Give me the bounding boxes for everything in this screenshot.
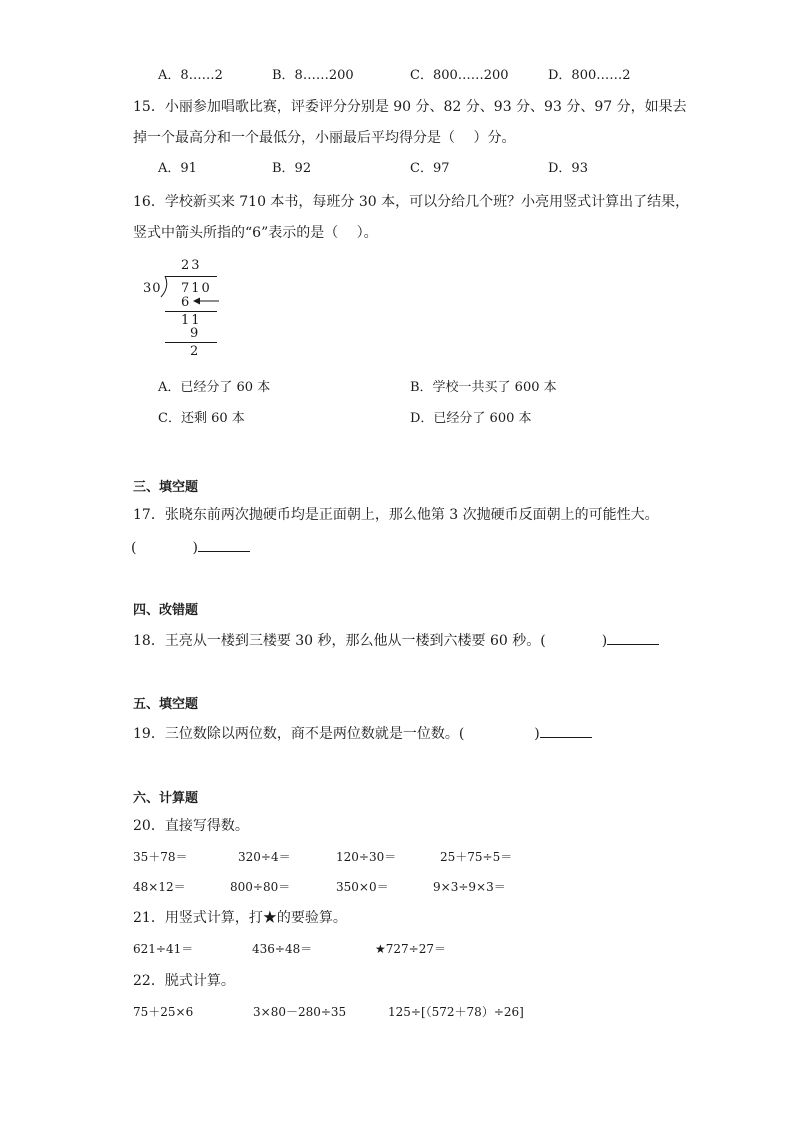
q16-text-line2: 竖式中箭头所指的“6”表示的是（ ）。 — [133, 225, 378, 241]
q21-item: 436÷48＝ — [252, 942, 313, 956]
q15-text-line2: 掉一个最高分和一个最低分，小丽最后平均得分是（ ）分。 — [133, 130, 516, 146]
q16-option-b[interactable]: B．学校一共买了 600 本 — [410, 380, 557, 395]
q22-title: 22．脱式计算。 — [133, 973, 235, 989]
section-heading-6: 六、计算题 — [133, 791, 199, 806]
q22-item: 75＋25×6 — [133, 1005, 194, 1019]
q18-text: 18．王亮从一楼到三楼要 30 秒，那么他从一楼到六楼要 60 秒。( ) — [133, 633, 608, 649]
division-dividend: 710 — [181, 281, 212, 296]
q18-answer-blank[interactable] — [607, 630, 659, 645]
q15-option-a[interactable]: A．91 — [158, 161, 197, 176]
q20-item: 9×3÷9×3＝ — [433, 880, 506, 894]
q17-parentheses: ( ) — [131, 540, 198, 556]
q15-option-c[interactable]: C．97 — [410, 161, 450, 176]
division-remainder: 2 — [190, 344, 199, 359]
section-heading-4: 四、改错题 — [133, 603, 199, 618]
q20-item: 25＋75÷5＝ — [440, 850, 513, 864]
q20-item: 350×0＝ — [336, 880, 389, 894]
section-heading-5: 五、填空题 — [133, 697, 199, 712]
arrow-left-icon — [192, 295, 220, 307]
division-divisor: 30 — [143, 281, 162, 296]
q21-item: 621÷41＝ — [133, 942, 194, 956]
division-quotient: 23 — [181, 258, 202, 273]
division-line-2 — [165, 342, 217, 343]
division-bar — [165, 276, 217, 277]
q20-item: 120÷30＝ — [336, 850, 397, 864]
q14-option-b[interactable]: B．8……200 — [272, 68, 354, 83]
division-line-1 — [165, 311, 217, 312]
q17-answer-blank[interactable] — [198, 537, 250, 552]
q18-line — [133, 630, 659, 651]
q20-item: 800÷80＝ — [230, 880, 291, 894]
section-heading-3: 三、填空题 — [133, 480, 199, 495]
q16-option-d[interactable]: D．已经分了 600 本 — [410, 411, 532, 426]
q20-item: 48×12＝ — [133, 880, 186, 894]
q16-text-line1: 16．学校新买来 710 本书，每班分 30 本，可以分给几个班？小亮用竖式计算出了结果， — [133, 194, 690, 210]
q15-option-d[interactable]: D．93 — [548, 161, 588, 176]
q14-option-d[interactable]: D．800……2 — [548, 68, 631, 83]
q20-item: 35＋78＝ — [133, 850, 188, 864]
q22-item: 3×80－280÷35 — [253, 1005, 347, 1019]
q15-option-b[interactable]: B．92 — [272, 161, 312, 176]
q14-option-a[interactable]: A．8……2 — [158, 68, 223, 83]
q20-item: 320÷4＝ — [238, 850, 291, 864]
q20-title: 20．直接写得数。 — [133, 818, 249, 834]
division-step-11: 11 — [181, 313, 202, 328]
q19-line — [133, 723, 592, 744]
q16-option-a[interactable]: A．已经分了 60 本 — [158, 380, 271, 395]
q19-answer-blank[interactable] — [540, 723, 592, 738]
q17-text: 17．张晓东前两次抛硬币均是正面朝上，那么他第 3 次抛硬币反面朝上的可能性大。 — [133, 507, 659, 523]
q19-text: 19．三位数除以两位数，商不是两位数就是一位数。( ) — [133, 726, 540, 742]
q21-item-starred: ★727÷27＝ — [375, 942, 446, 956]
q16-option-c[interactable]: C．还剩 60 本 — [158, 411, 245, 426]
q14-option-c[interactable]: C．800……200 — [410, 68, 509, 83]
division-step-9: 9 — [190, 326, 199, 341]
q17-answer-area[interactable] — [131, 537, 250, 558]
q15-text-line1: 15．小丽参加唱歌比赛，评委评分分别是 90 分、82 分、93 分、93 分、97 分，如果去 — [133, 99, 687, 115]
q21-title: 21．用竖式计算，打★的要验算。 — [133, 910, 347, 926]
q22-item: 125÷[（572＋78）÷26] — [388, 1005, 524, 1019]
division-step-6: 6 — [181, 295, 190, 310]
division-bracket — [160, 276, 170, 298]
